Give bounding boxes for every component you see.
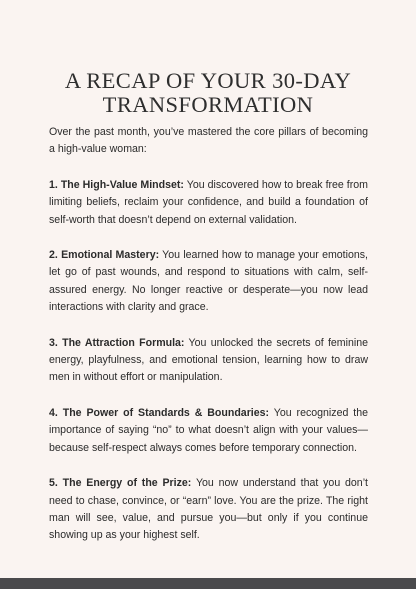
section-body: You unlocked the secrets of feminine energy, playfulness, and emotional tension, learning how to draw men in without effort or manipulation.	[49, 336, 368, 384]
title-line-1: A RECAP OF YOUR 30-DAY	[64, 68, 352, 94]
section-energy-of-prize	[49, 475, 368, 545]
section-standards-boundaries	[49, 405, 368, 457]
body-text	[49, 124, 368, 563]
section-heading: 4. The Power of Standards & Boundaries:	[49, 406, 270, 419]
section-body: You now understand that you don’t need to chase, convince, or “earn” love. You are the prize. The right man will see, value, and pursue you—but only if you continue showing up as your highest self.	[49, 477, 368, 542]
section-emotional-mastery	[49, 247, 368, 317]
intro-paragraph: Over the past month, you’ve mastered the core pillars of becoming a high-value woman:	[49, 126, 368, 156]
title-line-2: TRANSFORMATION	[102, 92, 314, 118]
section-heading: 1. The High-Value Mindset:	[49, 178, 184, 191]
section-attraction-formula	[49, 335, 368, 387]
section-high-value-mindset	[49, 177, 368, 229]
section-heading: 3. The Attraction Formula:	[49, 336, 185, 349]
section-heading: 2. Emotional Mastery:	[49, 249, 160, 262]
page-title	[30, 69, 386, 117]
bottom-bar	[0, 578, 416, 589]
section-heading: 5. The Energy of the Prize:	[49, 477, 192, 490]
section-body: You recognized the importance of saying “no” to what doesn’t align with your values—because self-respect always comes before temporary connection.	[49, 406, 368, 454]
section-body: You learned how to manage your emotions, let go of past wounds, and respond to situations with calm, self-assured energy. No longer reactive or desperate—you now lead interactions with clarity and grace.	[49, 249, 369, 314]
section-body: You discovered how to break free from limiting beliefs, reclaim your confidence, and build a foundation of self-worth that doesn’t depend on external validation.	[49, 178, 368, 226]
